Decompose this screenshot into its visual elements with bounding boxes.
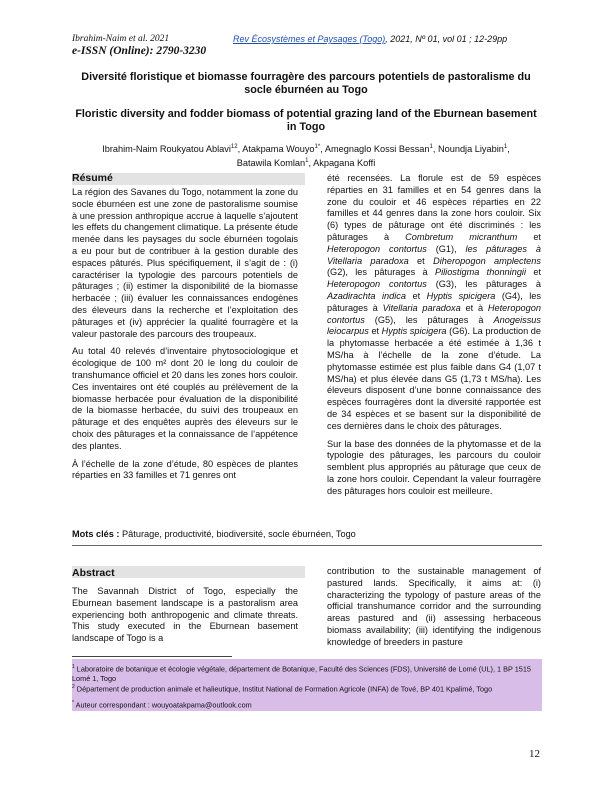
footnote-rule bbox=[72, 656, 232, 657]
footnote-affiliation-2: $^2$ Département de production animale et halieutique, Institut National de Formation Agricole (INFA) de Tové, BP 401 Kpalimé, Togo bbox=[72, 684, 493, 694]
resume-paragraph: Au total 40 relevés d’inventaire phytosociologique et écologique de 100 m² dont 20 le long du couloir de transhumance officiel et 20 dans les zones hors couloir. Ces inventaires ont été couplés au prélèvement de la biomasse herbacée pour évaluation de la disponibilité de la biomasse herbacée, du suivi des troupeaux en pâturage et des enquêtes auprès des éleveurs sur le choix des pâturages et la connaissance de l’appétence des plantes. bbox=[72, 346, 298, 451]
footnote-affiliation-1: $^1$ Laboratoire de botanique et écologie végétale, département de Botanique, Faculté des Sciences (FDS), Université de Lomé (UL), 1 BP 1515 Lomé 1, Togo bbox=[72, 664, 531, 683]
abstract-heading: Abstract bbox=[72, 567, 115, 579]
resume-column-left bbox=[72, 187, 298, 488]
abstract-column-right bbox=[327, 566, 541, 655]
resume-heading: Résumé bbox=[72, 172, 113, 184]
author: Amegnaglo Kossi Bessan$^1$, bbox=[324, 144, 438, 155]
abstract-paragraph: contribution to the sustainable management of pastured lands. Specifically, it aims at: (i) characterizing the typology of pasture areas of the official transhumance corridor and the surrounding areas pastured and (ii) assessing herbaceous biomass availability; (iii) identifying the indigenous knowledge of breeders in pasture bbox=[327, 566, 541, 647]
abstract-paragraph: The Savannah District of Togo, especially the Eburnean basement landscape is a pastoralism area experiencing both anthropogenic and climate threats. This study executed in the Eburnean basement landscape of Togo is a bbox=[72, 586, 298, 644]
journal-link[interactable]: Rev Écosystèmes et Paysages (Togo) bbox=[233, 34, 386, 44]
title-english: Floristic diversity and fodder biomass of potential grazing land of the Eburnean basement in Togo bbox=[75, 108, 537, 133]
header-authors: Ibrahim-Naim et al. 2021 bbox=[72, 34, 170, 44]
abstract-column-left bbox=[72, 586, 298, 651]
author: Noundja Liyabin$^1$, bbox=[437, 144, 510, 155]
resume-paragraph: À l’échelle de la zone d’étude, 80 espèces de plantes réparties en 33 familles et 71 genres ont bbox=[72, 458, 298, 481]
section-divider bbox=[72, 545, 542, 546]
page-number: 12 bbox=[529, 748, 540, 760]
header-citation: , 2021, Nº 01, vol 01 ; 12-29pp bbox=[385, 34, 508, 44]
author: Ibrahim-Naim Roukyatou Ablavi$^{12}$, bbox=[102, 144, 243, 155]
resume-paragraph: Sur la base des données de la phytomasse et de la typologie des pâturages, les parcours du couloir semblent plus appropriés au pâturage que ceux de la zone hors couloir. Cependant la valeur fourragère des pâturages hors couloir est meilleure. bbox=[327, 438, 541, 496]
footnote-corresponding-author: * Auteur correspondant : wouyoatakpama@outlook.com bbox=[72, 700, 252, 710]
resume-paragraph: La région des Savanes du Togo, notamment la zone du socle éburnéen est une zone de pastoralisme soumise à une pression anthropique accrue à laquelle s’ajoutent les effets du changement climatique. La présente étude menée dans les paysages du socle éburnéen togolais a eu pour but de contribuer à la gestion durable des espaces pâturés. Plus spécifiquement, il s’agit de : (i) caractériser la typologie des parcours potentiels de pâturages ; (ii) estimer la disponibilité de la biomasse herbacée ; (iii) évaluer les connaissances endogènes des éleveurs dans la recherche et l’exploitation des pâturages et (iv) apprécier la qualité fourragère et la valeur pastorale des parcours des troupeaux. bbox=[72, 187, 298, 339]
title-french: Diversité floristique et biomasse fourragère des parcours potentiels de pastoralisme du socle éburnéen au Togo bbox=[81, 71, 531, 96]
resume-paragraph: été recensées. La florule est de 59 espèces réparties en 31 familles et en 54 genres dans la zone du couloir et 46 espèces réparties en 22 familles et 44 genres dans la zone hors couloir. Six (6) types de pâturage ont été discriminés : les pâturages à Combretum micranthum et Heteropogon contortus (G1), les pâturages à Vitellaria paradoxa et Diheropogon amplectens (G2), les pâturages à Piliostigma thonningii et Heteropogon contortus (G3), les pâturages à Azadirachta indica et Hyptis spicigera (G4), les pâturages à Vitellaria paradoxa et à Heteropogon contortus (G5), les pâturages à Anogeissus leiocarpus et Hyptis spicigera (G6). La production de la phytomasse herbacée a été estimée à 1,36 t MS/ha à l’échelle de la zone d’étude. La phytomasse estimée est plus faible dans G4 (1,07 t MS/ha) et plus élevée dans G5 (1,73 t MS/ha). Les éleveurs disposent d’une bonne connaissance des espèces fourragères dont la diversité rapportée est de 34 espèces et se basent sur la disponibilité de ces dernières dans le choix des pâturages. bbox=[327, 173, 542, 431]
header-issn: e-ISSN (Online): 2790-3230 bbox=[72, 45, 207, 57]
keywords-text: Pâturage, productivité, biodiversité, socle éburnéen, Togo bbox=[122, 529, 356, 539]
keywords-label: Mots clés : bbox=[72, 529, 123, 539]
author: Atakpama Wouyo$^{1*}$, bbox=[242, 144, 325, 155]
author: Akpagana Koffi bbox=[313, 158, 376, 169]
author-list bbox=[80, 141, 532, 169]
author: Batawila Komlan$^1$, bbox=[236, 158, 314, 169]
running-header-left bbox=[72, 34, 206, 57]
running-header-right bbox=[233, 34, 507, 44]
resume-column-right bbox=[327, 173, 541, 504]
keywords bbox=[72, 529, 356, 539]
